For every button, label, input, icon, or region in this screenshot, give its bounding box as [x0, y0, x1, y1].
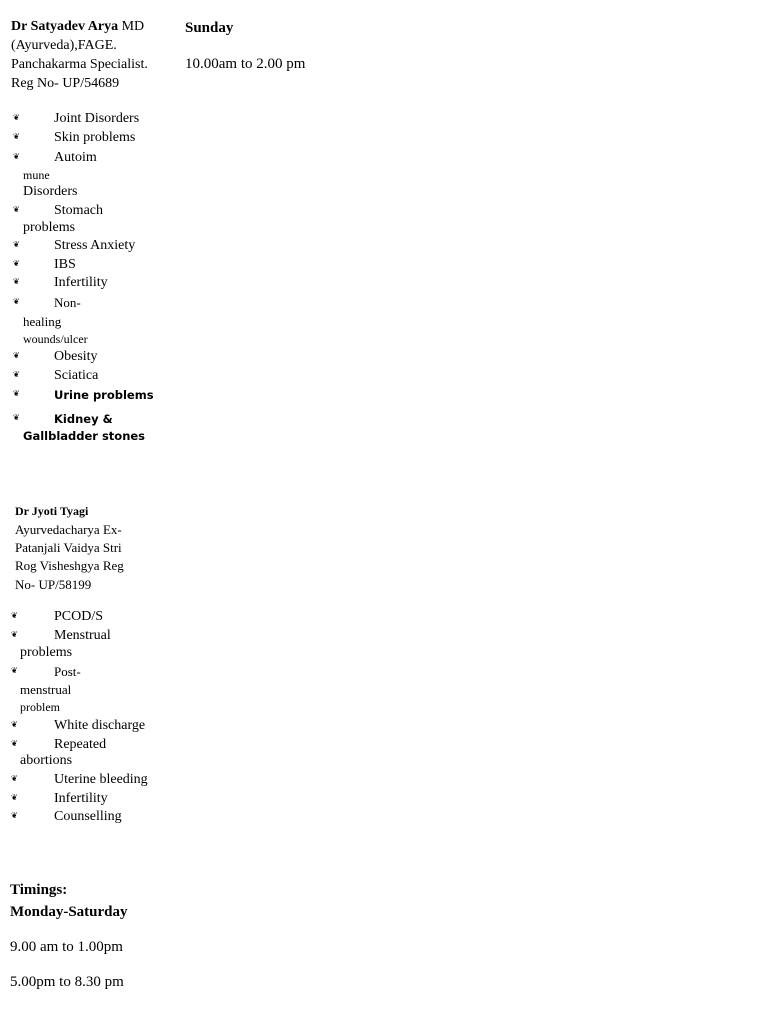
flower-bullet-icon: ❦ [13, 152, 20, 161]
list-item: Non- [54, 295, 81, 310]
flower-bullet-icon: ❦ [13, 132, 20, 141]
flower-bullet-icon: ❦ [11, 611, 18, 620]
flower-bullet-icon: ❦ [11, 720, 18, 729]
list-item: Kidney & [54, 412, 113, 426]
flower-bullet-icon: ❦ [11, 666, 18, 675]
list-item: Urine problems [54, 388, 154, 402]
timings-slot-evening: 5.00pm to 8.30 pm [10, 974, 124, 990]
flower-bullet-icon: ❦ [13, 205, 20, 214]
flower-bullet-icon: ❦ [13, 413, 20, 422]
list-item: Sciatica [54, 368, 99, 383]
list-item: Post- [54, 664, 81, 679]
list-item: Counselling [54, 809, 122, 824]
flower-bullet-icon: ❦ [13, 351, 20, 360]
list-item: Uterine bleeding [54, 772, 148, 787]
sunday-hours: 10.00am to 2.00 pm [185, 56, 306, 72]
flower-bullet-icon: ❦ [13, 113, 20, 122]
list-item: Stress Anxiety [54, 238, 136, 253]
flower-bullet-icon: ❦ [13, 370, 20, 379]
sunday-heading: Sunday [185, 20, 234, 36]
doctor-1-name: Dr Satyadev Arya [11, 19, 119, 34]
doctor-2-qualification: Ayurvedacharya Ex- [15, 522, 122, 537]
list-item: Obesity [54, 349, 98, 364]
list-item: Menstrual [54, 628, 111, 643]
flower-bullet-icon: ❦ [13, 259, 20, 268]
list-item-continuation: healing [23, 314, 62, 329]
list-item: Joint Disorders [54, 111, 140, 126]
doctor-2-qualification: Patanjali Vaidya Stri [15, 540, 122, 555]
list-item-continuation: problems [23, 220, 76, 235]
doctor-2-qualification: Rog Visheshgya Reg [15, 558, 124, 573]
flower-bullet-icon: ❦ [13, 297, 20, 306]
list-item-continuation: abortions [20, 753, 73, 768]
list-item-continuation: mune [23, 168, 50, 182]
list-item: Skin problems [54, 130, 136, 145]
flower-bullet-icon: ❦ [11, 793, 18, 802]
flower-bullet-icon: ❦ [11, 811, 18, 820]
list-item-continuation: Disorders [23, 184, 78, 199]
flower-bullet-icon: ❦ [13, 389, 20, 398]
timings-days: Monday-Saturday [10, 904, 128, 920]
doctor-1-degree: MD [118, 19, 145, 34]
list-item-continuation: wounds/ulcer [23, 332, 88, 346]
timings-label: Timings: [10, 882, 68, 898]
doctor-1-specialty: Panchakarma Specialist. [11, 57, 148, 72]
flower-bullet-icon: ❦ [13, 277, 20, 286]
list-item: White discharge [54, 718, 146, 733]
doctor-2-registration: No- UP/58199 [15, 577, 92, 592]
list-item: Stomach [54, 203, 103, 218]
list-item: Repeated [54, 737, 107, 752]
list-item: Infertility [54, 791, 108, 806]
list-item: PCOD/S [54, 609, 104, 624]
timings-slot-morning: 9.00 am to 1.00pm [10, 939, 123, 955]
list-item: IBS [54, 257, 76, 272]
flower-bullet-icon: ❦ [13, 240, 20, 249]
list-item-continuation: problem [20, 700, 60, 714]
flower-bullet-icon: ❦ [11, 739, 18, 748]
list-item: Infertility [54, 275, 108, 290]
list-item: Autoim [54, 150, 97, 165]
list-item-continuation: menstrual [20, 682, 72, 697]
doctor-1-qualification: (Ayurveda),FAGE. [11, 38, 117, 53]
doctor-1-registration: Reg No- UP/54689 [11, 76, 120, 91]
list-item-continuation: Gallbladder stones [23, 429, 146, 443]
doctor-1-name-line [11, 18, 144, 36]
list-item-continuation: problems [20, 645, 73, 660]
flower-bullet-icon: ❦ [11, 774, 18, 783]
doctor-2-name: Dr Jyoti Tyagi [15, 504, 89, 518]
flower-bullet-icon: ❦ [11, 630, 18, 639]
